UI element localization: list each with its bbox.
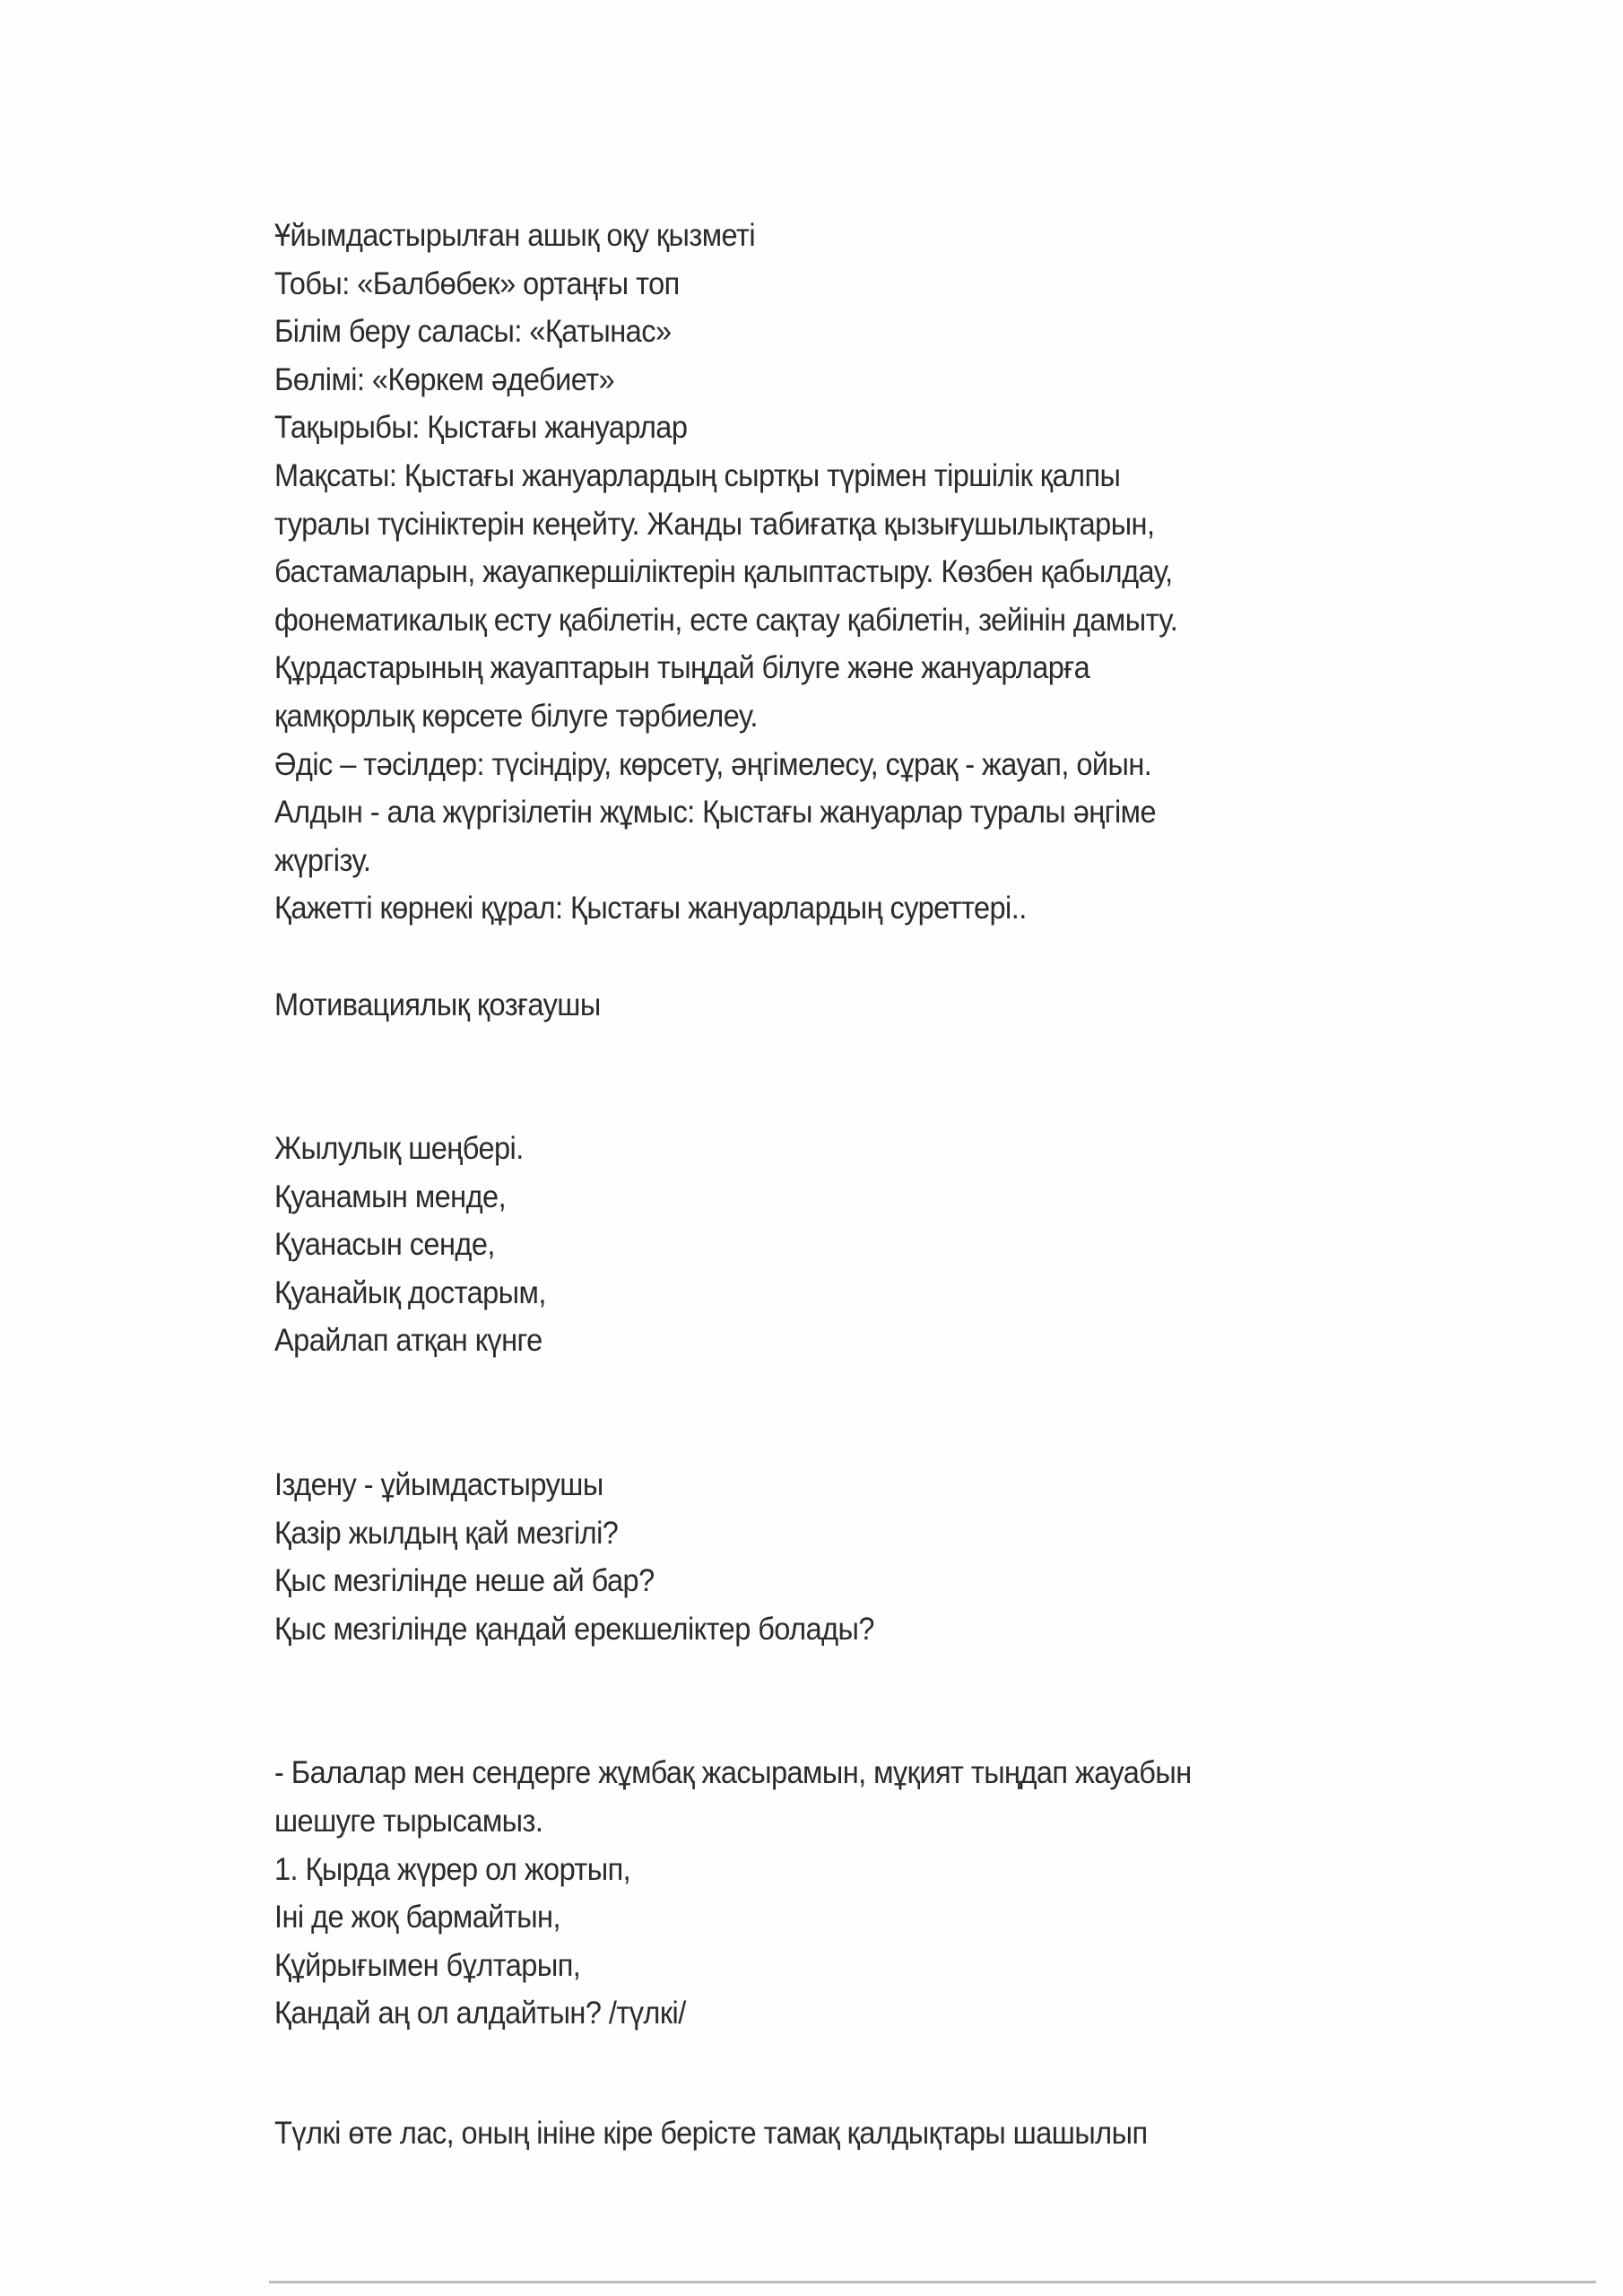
poem-line: Арайлап атқан күнге [274, 1323, 542, 1359]
question-line: Қазір жылдың қай мезгілі? [274, 1515, 619, 1551]
goal-line: туралы түсініктерін кеңейту. Жанды табиғатқа қызығушылықтарын, [274, 506, 1155, 542]
education-field-line: Білім беру саласы: «Қатынас» [274, 314, 672, 350]
riddle-1 [274, 1846, 1442, 2038]
motivation-heading: Мотивациялық қозғаушы [274, 987, 601, 1022]
poem-line: Қуанасын сенде, [274, 1227, 495, 1263]
riddle-line: 1. Қырда жүрер ол жортып, [274, 1851, 631, 1887]
preparation-paragraph [274, 788, 1442, 884]
spacer [274, 1029, 1442, 1125]
prep-line: жүргізу. [274, 842, 371, 878]
poem-line: Қуанайық достарым, [274, 1274, 546, 1310]
riddle-intro-line: шешуге тырысамыз. [274, 1804, 543, 1839]
topic-line: Тақырыбы: Қыстағы жануарлар [274, 410, 688, 446]
document-body [274, 212, 1442, 2158]
group-line: Тобы: «Балбөбек» ортаңғы топ [274, 265, 680, 301]
document-title: Ұйымдастырылған ашық оқу қызметі [274, 218, 756, 253]
methods-line: Әдіс – тәсілдер: түсіндіру, көрсету, әңгімелесу, сұрақ - жауап, ойын. [274, 746, 1152, 782]
scan-edge-line [269, 2281, 1596, 2283]
riddle-intro-line: - Балалар мен сендерге жұмбақ жасырамын, мұқият тыңдап жауабын [274, 1755, 1192, 1791]
goal-line: фонематикалық есту қабілетін, есте сақтау қабілетін, зейінін дамыту. [274, 602, 1178, 638]
goal-paragraph [274, 452, 1442, 741]
question-line: Қыс мезгілінде қандай ерекшеліктер болады? [274, 1611, 874, 1647]
spacer [274, 933, 1442, 981]
poem-line: Қуанамын менде, [274, 1178, 507, 1214]
question-line: Қыс мезгілінде неше ай бар? [274, 1563, 655, 1599]
search-heading: Іздену - ұйымдастырушы [274, 1467, 603, 1503]
goal-line: Құрдастарының жауаптарын тыңдай білуге және жануарларға [274, 650, 1090, 686]
spacer [274, 2038, 1442, 2109]
spacer [274, 1653, 1442, 1749]
fox-description-line: Түлкі өте лас, оның ініне кіре берісте тамақ қалдықтары шашылып [274, 2116, 1148, 2151]
poem-line: Жылулық шеңбері. [274, 1131, 524, 1167]
header-block [274, 212, 1442, 452]
riddle-line: Құйрығымен бұлтарып, [274, 1947, 581, 1983]
riddle-line: Іні де жоқ бармайтын, [274, 1900, 560, 1935]
riddle-line: Қандай аң ол алдайтын? /түлкі/ [274, 1996, 686, 2031]
warmth-circle-poem [274, 1125, 1442, 1365]
riddle-intro [274, 1749, 1442, 1845]
prep-line: Алдын - ала жүргізілетін жұмыс: Қыстағы жануарлар туралы әңгіме [274, 795, 1157, 831]
materials-line: Қажетті көрнекі құрал: Қыстағы жануарлардың суреттері.. [274, 891, 1027, 926]
spacer [274, 1365, 1442, 1461]
search-organizing-section [274, 1461, 1442, 1653]
goal-line: қамқорлық көрсете білуге тәрбиелеу. [274, 698, 758, 734]
goal-line: Мақсаты: Қыстағы жануарлардың сыртқы түрімен тіршілік қалпы [274, 457, 1121, 493]
goal-line: бастамаларын, жауапкершіліктерін қалыптастыру. Көзбен қабылдау, [274, 554, 1173, 590]
section-line: Бөлімі: «Көркем әдебиет» [274, 361, 615, 397]
